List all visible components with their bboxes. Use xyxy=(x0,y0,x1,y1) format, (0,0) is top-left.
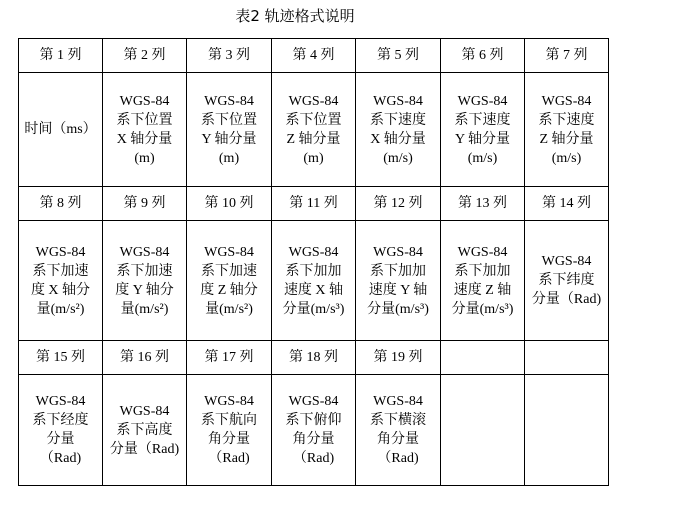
description-cell xyxy=(441,221,525,341)
cell-text-line: 第 4 列 xyxy=(292,48,335,63)
description-row xyxy=(19,221,609,341)
cell-text-line: WGS-84 xyxy=(288,244,339,260)
cell-text-line: 系下位置 xyxy=(116,112,173,128)
description-cell xyxy=(103,221,187,341)
column-header-cell xyxy=(441,187,525,221)
column-header-cell xyxy=(525,341,609,375)
column-header-cell xyxy=(356,341,441,375)
cell-text-line: 第 7 列 xyxy=(545,48,588,63)
description-cell xyxy=(103,73,187,187)
cell-text-line: WGS-84 xyxy=(373,244,423,260)
cell-text-line: 系下横滚 xyxy=(370,413,426,428)
cell-text-line: 度 Y 轴分 xyxy=(115,282,174,298)
cell-text-line: WGS-84 xyxy=(119,403,170,419)
column-header-cell xyxy=(441,39,525,73)
description-cell xyxy=(187,73,272,187)
cell-text-line: 分量（Rad) xyxy=(531,292,602,307)
cell-text-line: （Rad) xyxy=(208,451,250,466)
cell-text-line: 分量（Rad) xyxy=(109,441,180,457)
cell-text-line: (m) xyxy=(303,150,324,166)
column-header-cell xyxy=(103,39,187,73)
cell-text-line: 第 10 列 xyxy=(204,196,254,211)
cell-text-line: 分量 xyxy=(46,432,75,447)
cell-text-line: WGS-84 xyxy=(541,254,592,269)
cell-text-line: Z 轴分量 xyxy=(286,131,341,147)
column-header-row xyxy=(19,187,609,221)
column-header-row xyxy=(19,341,609,375)
cell-text-line: 分量(m/s³) xyxy=(367,301,429,317)
cell-text-line: WGS-84 xyxy=(119,244,170,260)
cell-text-line: 第 1 列 xyxy=(39,48,82,63)
cell-text-line: 第 15 列 xyxy=(36,350,85,365)
description-cell xyxy=(103,375,187,486)
column-header-cell xyxy=(272,187,356,221)
cell-text-line: 第 11 列 xyxy=(289,196,338,211)
description-cell xyxy=(19,221,103,341)
cell-text-line: WGS-84 xyxy=(204,394,254,409)
cell-text-line: (m) xyxy=(134,150,155,166)
cell-text-line: 系下位置 xyxy=(285,112,342,128)
column-header-cell xyxy=(187,39,272,73)
trajectory-format-table xyxy=(18,38,609,486)
cell-text-line: X 轴分量 xyxy=(116,131,173,147)
cell-text-line: 系下速度 xyxy=(454,112,511,128)
column-header-cell xyxy=(187,341,272,375)
cell-text-line: （Rad) xyxy=(377,451,419,466)
cell-text-line: (m) xyxy=(218,150,240,166)
cell-text-line: 速度 Z 轴 xyxy=(453,282,512,298)
cell-text-line: 第 17 列 xyxy=(204,350,254,365)
cell-text-line: 角分量 xyxy=(292,432,335,447)
description-cell xyxy=(19,375,103,486)
description-row xyxy=(19,73,609,187)
column-header-cell xyxy=(272,39,356,73)
cell-text-line: 第 18 列 xyxy=(289,350,338,365)
cell-text-line: (m/s) xyxy=(551,150,582,166)
column-header-cell xyxy=(103,187,187,221)
column-header-cell xyxy=(441,341,525,375)
description-cell xyxy=(187,221,272,341)
cell-text-line: 系下加速 xyxy=(32,263,89,279)
description-cell xyxy=(356,375,441,486)
description-cell xyxy=(272,221,356,341)
cell-text-line: 角分量 xyxy=(208,432,250,447)
cell-text-line: 系下加速 xyxy=(116,263,173,279)
cell-text-line: 第 3 列 xyxy=(208,48,250,63)
cell-text-line: 量(m/s²) xyxy=(120,301,169,317)
description-cell xyxy=(525,375,609,486)
cell-text-line: 第 8 列 xyxy=(39,196,82,211)
cell-text-line: Y 轴分量 xyxy=(201,131,257,147)
cell-text-line: 系下速度 xyxy=(538,112,595,128)
cell-text-line: 系下位置 xyxy=(201,112,257,128)
cell-text-line: WGS-84 xyxy=(204,93,254,109)
cell-text-line: (m/s) xyxy=(467,150,498,166)
column-header-cell xyxy=(19,341,103,375)
description-cell xyxy=(525,73,609,187)
cell-text-line: WGS-84 xyxy=(373,93,423,109)
column-header-cell xyxy=(187,187,272,221)
description-row xyxy=(19,375,609,486)
cell-text-line: 第 12 列 xyxy=(373,196,423,211)
cell-text-line: 时间（ms） xyxy=(24,122,97,137)
cell-text-line: 系下俯仰 xyxy=(285,413,342,428)
cell-text-line: WGS-84 xyxy=(288,93,339,109)
column-header-cell xyxy=(19,187,103,221)
cell-text-line: WGS-84 xyxy=(119,93,170,109)
cell-text-line: (m/s) xyxy=(383,150,413,166)
description-cell xyxy=(187,375,272,486)
column-header-cell xyxy=(525,39,609,73)
cell-text-line: WGS-84 xyxy=(204,244,254,260)
column-header-cell xyxy=(525,187,609,221)
column-header-cell xyxy=(356,39,441,73)
cell-text-line: WGS-84 xyxy=(457,244,508,260)
cell-text-line: WGS-84 xyxy=(373,394,423,409)
column-header-row xyxy=(19,39,609,73)
column-header-cell xyxy=(272,341,356,375)
cell-text-line: 第 5 列 xyxy=(377,48,419,63)
cell-text-line: 系下加加 xyxy=(454,263,511,279)
cell-text-line: 第 14 列 xyxy=(542,196,591,211)
cell-text-line: Z 轴分量 xyxy=(539,131,594,147)
cell-text-line: Y 轴分量 xyxy=(454,131,511,147)
description-cell xyxy=(272,375,356,486)
description-cell xyxy=(441,73,525,187)
cell-text-line: 第 9 列 xyxy=(123,196,166,211)
cell-text-line: 速度 Y 轴 xyxy=(368,282,428,298)
cell-text-line: WGS-84 xyxy=(35,394,86,409)
cell-text-line: 第 6 列 xyxy=(461,48,504,63)
cell-text-line: 系下加速 xyxy=(201,263,257,279)
description-cell xyxy=(525,221,609,341)
cell-text-line: 角分量 xyxy=(377,432,419,447)
cell-text-line: 第 16 列 xyxy=(120,350,169,365)
description-cell xyxy=(19,73,103,187)
description-cell xyxy=(356,73,441,187)
cell-text-line: 量(m/s²) xyxy=(36,301,85,317)
cell-text-line: 度 X 轴分 xyxy=(30,282,91,298)
cell-text-line: X 轴分量 xyxy=(370,131,426,147)
cell-text-line: 第 19 列 xyxy=(373,350,423,365)
cell-text-line: 系下加加 xyxy=(285,263,342,279)
table-caption: 表2 轨迹格式说明 xyxy=(235,7,355,25)
cell-text-line: WGS-84 xyxy=(35,244,86,260)
description-cell xyxy=(356,221,441,341)
cell-text-line: 分量(m/s³) xyxy=(282,301,345,317)
column-header-cell xyxy=(103,341,187,375)
cell-text-line: 速度 X 轴 xyxy=(283,282,344,298)
cell-text-line: 第 13 列 xyxy=(458,196,507,211)
cell-text-line: （Rad) xyxy=(292,451,335,466)
column-header-cell xyxy=(356,187,441,221)
cell-text-line: 系下加加 xyxy=(370,263,426,279)
cell-text-line: 系下纬度 xyxy=(538,273,595,288)
cell-text-line: WGS-84 xyxy=(541,93,592,109)
cell-text-line: WGS-84 xyxy=(457,93,508,109)
cell-text-line: 系下高度 xyxy=(116,422,173,438)
description-cell xyxy=(272,73,356,187)
cell-text-line: （Rad) xyxy=(39,451,82,466)
cell-text-line: 量(m/s²) xyxy=(205,301,253,317)
cell-text-line: 度 Z 轴分 xyxy=(200,282,258,298)
description-cell xyxy=(441,375,525,486)
cell-text-line: 系下航向 xyxy=(201,413,257,428)
cell-text-line: WGS-84 xyxy=(288,394,339,409)
cell-text-line: 分量(m/s³) xyxy=(451,301,514,317)
cell-text-line: 第 2 列 xyxy=(123,48,166,63)
cell-text-line: 系下速度 xyxy=(370,112,426,128)
cell-text-line: 系下经度 xyxy=(32,413,89,428)
column-header-cell xyxy=(19,39,103,73)
